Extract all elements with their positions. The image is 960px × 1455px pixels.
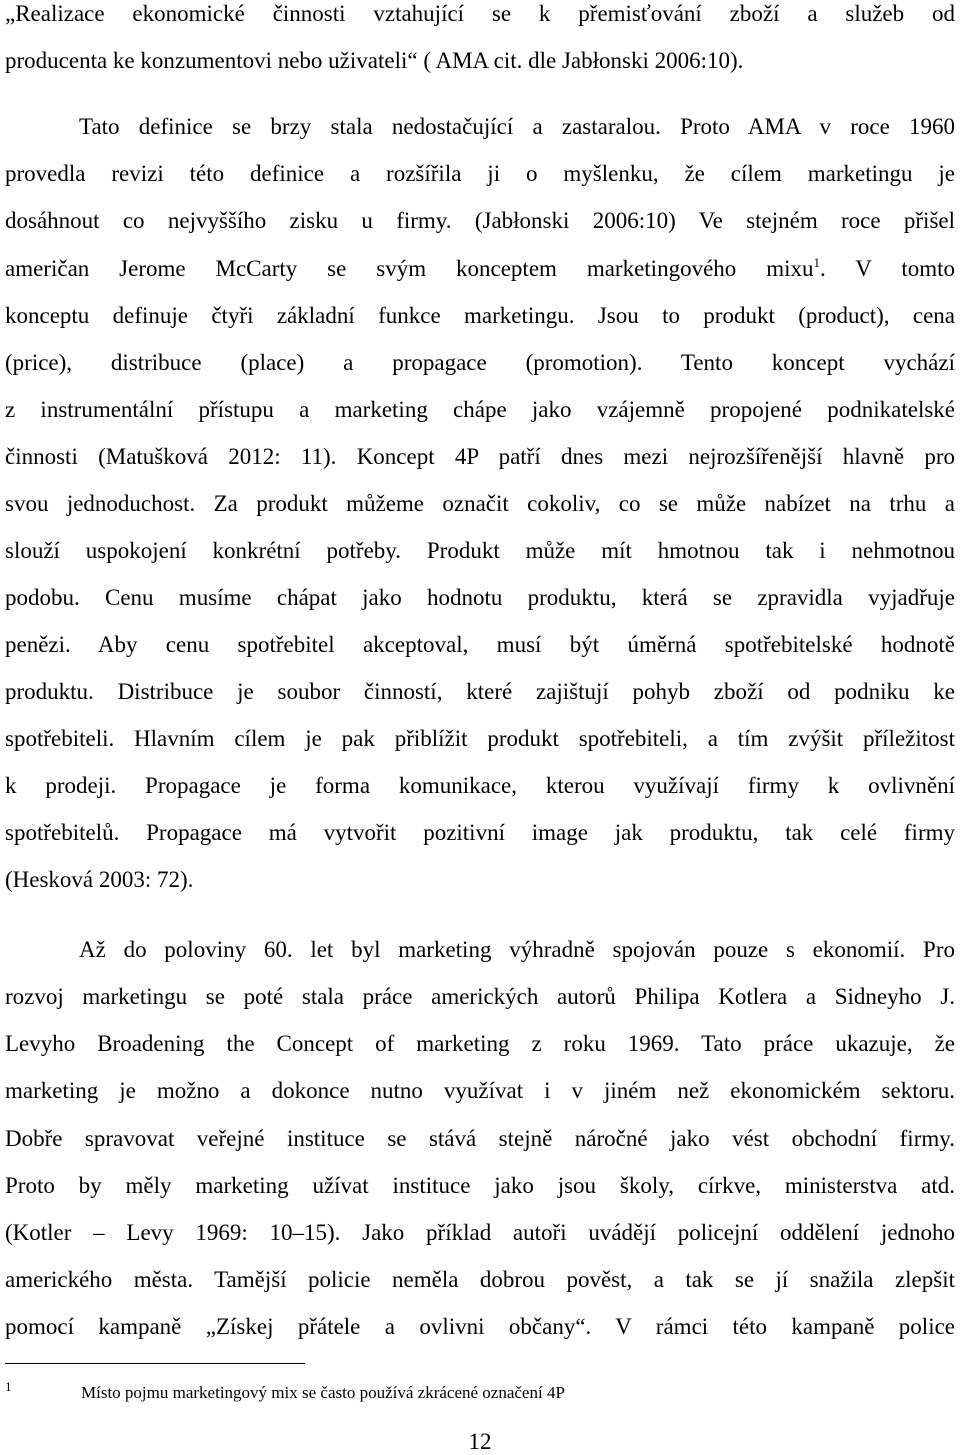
text-line: marketing je možno a dokonce nutno využívat i v jiném než ekonomickém sektoru. bbox=[5, 1078, 955, 1103]
footnote-text: Místo pojmu marketingový mix se často používá zkrácené označení 4P bbox=[81, 1383, 565, 1402]
text-line: provedla revizi této definice a rozšířila ji o myšlenku, že cílem marketingu je bbox=[5, 161, 955, 186]
footnote-number: 1 bbox=[5, 1379, 12, 1394]
text-line: spotřebiteli. Hlavním cílem je pak přiblížit produkt spotřebiteli, a tím zvýšit příležitost bbox=[5, 726, 955, 751]
text-segment: . V tomto bbox=[819, 256, 956, 281]
text-line: činnosti (Matušková 2012: 11). Koncept 4P patří dnes mezi nejrozšířenější hlavně pro bbox=[5, 444, 955, 469]
text-line: pomocí kampaně „Získej přátele a ovlivni občany“. V rámci této kampaně police bbox=[5, 1314, 955, 1339]
text-line: (Hesková 2003: 72). bbox=[5, 867, 194, 892]
text-line: spotřebitelů. Propagace má vytvořit pozitivní image jak produktu, tak celé firmy bbox=[5, 820, 955, 845]
text-line: rozvoj marketingu se poté stala práce amerických autorů Philipa Kotlera a Sidneyho J. bbox=[5, 984, 955, 1009]
text-line: konceptu definuje čtyři základní funkce marketingu. Jsou to produkt (product), cena bbox=[5, 303, 955, 328]
footnote-reference: 1 bbox=[813, 255, 820, 270]
text-line: z instrumentální přístupu a marketing chápe jako vzájemně propojené podnikatelské bbox=[5, 397, 955, 422]
text-line: (Kotler – Levy 1969: 10–15). Jako příklad autoři uvádějí policejní oddělení jednoho bbox=[5, 1220, 955, 1245]
text-line: produktu. Distribuce je soubor činností, které zajištují pohyb zboží od podniku ke bbox=[5, 679, 955, 704]
text-line: slouží uspokojení konkrétní potřeby. Produkt může mít hmotnou tak i nehmotnou bbox=[5, 538, 955, 563]
text-line: „Realizace ekonomické činnosti vztahující se k přemisťování zboží a služeb od bbox=[5, 1, 955, 26]
text-line: producenta ke konzumentovi nebo uživateli“ ( AMA cit. dle Jabłonski 2006:10). bbox=[5, 48, 744, 73]
text-line: Tato definice se brzy stala nedostačující a zastaralou. Proto AMA v roce 1960 bbox=[79, 114, 955, 139]
page-number: 12 bbox=[468, 1429, 492, 1454]
text-segment: američan Jerome McCarty se svým konceptem marketingového mixu bbox=[5, 256, 814, 281]
text-line: podobu. Cenu musíme chápat jako hodnotu produktu, která se zpravidla vyjadřuje bbox=[5, 585, 955, 610]
text-line: Levyho Broadening the Concept of marketing z roku 1969. Tato práce ukazuje, že bbox=[5, 1031, 955, 1056]
footnote-separator bbox=[5, 1363, 305, 1364]
text-line: k prodeji. Propagace je forma komunikace, kterou využívají firmy k ovlivnění bbox=[5, 773, 955, 798]
text-line: amerického města. Tamější policie neměla dobrou pověst, a tak se jí snažila zlepšit bbox=[5, 1267, 955, 1292]
text-line: dosáhnout co nejvyššího zisku u firmy. (Jabłonski 2006:10) Ve stejném roce přišel bbox=[5, 208, 955, 233]
text-line: penězi. Aby cenu spotřebitel akceptoval, musí být úměrná spotřebitelské hodnotě bbox=[5, 632, 955, 657]
text-line: Dobře spravovat veřejné instituce se stává stejně náročné jako vést obchodní firmy. bbox=[5, 1126, 955, 1151]
text-line-with-footnote bbox=[5, 255, 955, 283]
text-line: Proto by měly marketing užívat instituce jako jsou školy, církve, ministerstva atd. bbox=[5, 1173, 955, 1198]
text-line: Až do poloviny 60. let byl marketing výhradně spojován pouze s ekonomií. Pro bbox=[79, 937, 955, 962]
text-line: (price), distribuce (place) a propagace (promotion). Tento koncept vychází bbox=[5, 350, 955, 375]
text-line: svou jednoduchost. Za produkt můžeme označit cokoliv, co se může nabízet na trhu a bbox=[5, 491, 955, 516]
